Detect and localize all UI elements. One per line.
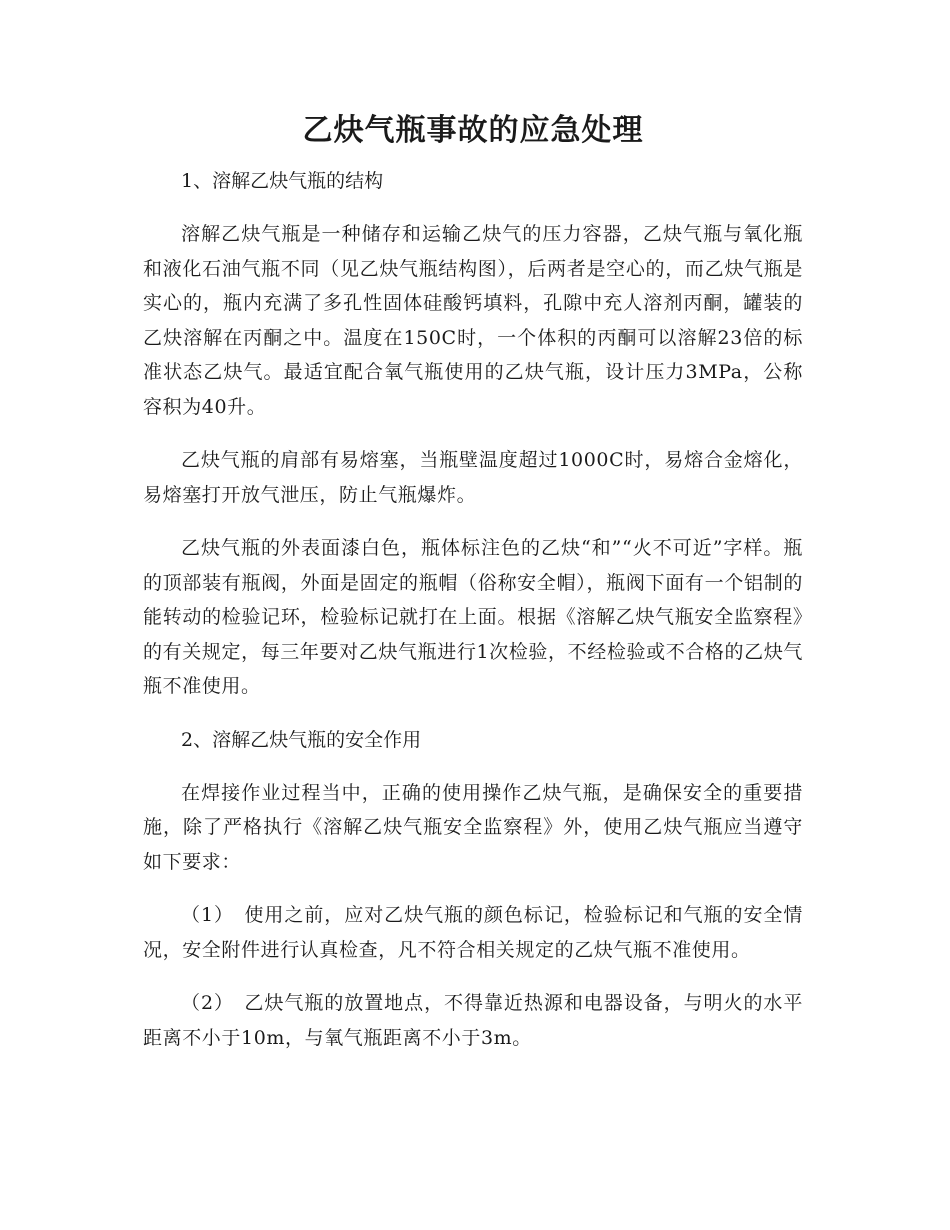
document-page [143,108,803,1074]
paragraph-requirement-2: （2） 乙炔气瓶的放置地点，不得靠近热源和电器设备，与明火的水平距离不小于10m，与氧气瓶距离不小于3m。 [143,992,803,1049]
paragraph-structure-description: 溶解乙炔气瓶是一种储存和运输乙炔气的压力容器，乙炔气瓶与氧化瓶和液化石油气瓶不同（见乙炔气瓶结构图），后两者是空心的，而乙炔气瓶是实心的，瓶内充满了多孔性固体硅酸钙填料，孔隙中充人溶剂丙酮，罐装的乙炔溶解在丙酮之中。温度在150C时，一个体积的丙酮可以溶解23倍的标准状态乙炔气。最适宜配合氧气瓶使用的乙炔气瓶，设计压力3MPa，公称容积为40升。 [143,223,803,418]
paragraph-fusible-plug: 乙炔气瓶的肩部有易熔塞，当瓶壁温度超过1000C时，易熔合金熔化，易熔塞打开放气泄压，防止气瓶爆炸。 [143,449,803,506]
paragraph-markings-inspection: 乙炔气瓶的外表面漆白色，瓶体标注色的乙炔“和”“火不可近”字样。瓶的顶部装有瓶阀，外面是固定的瓶帽（俗称安全帽），瓶阀下面有一个铝制的能转动的检验记环，检验标记就打在上面。根据《溶解乙炔气瓶安全监察程》的有关规定，每三年要对乙炔气瓶进行1次检验，不经检验或不合格的乙炔气瓶不准使用。 [143,537,803,697]
paragraph-safety-intro: 在焊接作业过程当中，正确的使用操作乙炔气瓶，是确保安全的重要措施，除了严格执行《溶解乙炔气瓶安全监察程》外，使用乙炔气瓶应当遵守如下要求： [143,781,803,873]
section-heading-safety: 2、溶解乙炔气瓶的安全作用 [181,728,422,751]
page-title: 乙炔气瓶事故的应急处理 [302,113,644,148]
paragraph-requirement-1: （1） 使用之前，应对乙炔气瓶的颜色标记，检验标记和气瓶的安全情况，安全附件进行认真检查，凡不符合相关规定的乙炔气瓶不准使用。 [143,904,803,961]
section-heading-structure: 1、溶解乙炔气瓶的结构 [181,170,384,192]
